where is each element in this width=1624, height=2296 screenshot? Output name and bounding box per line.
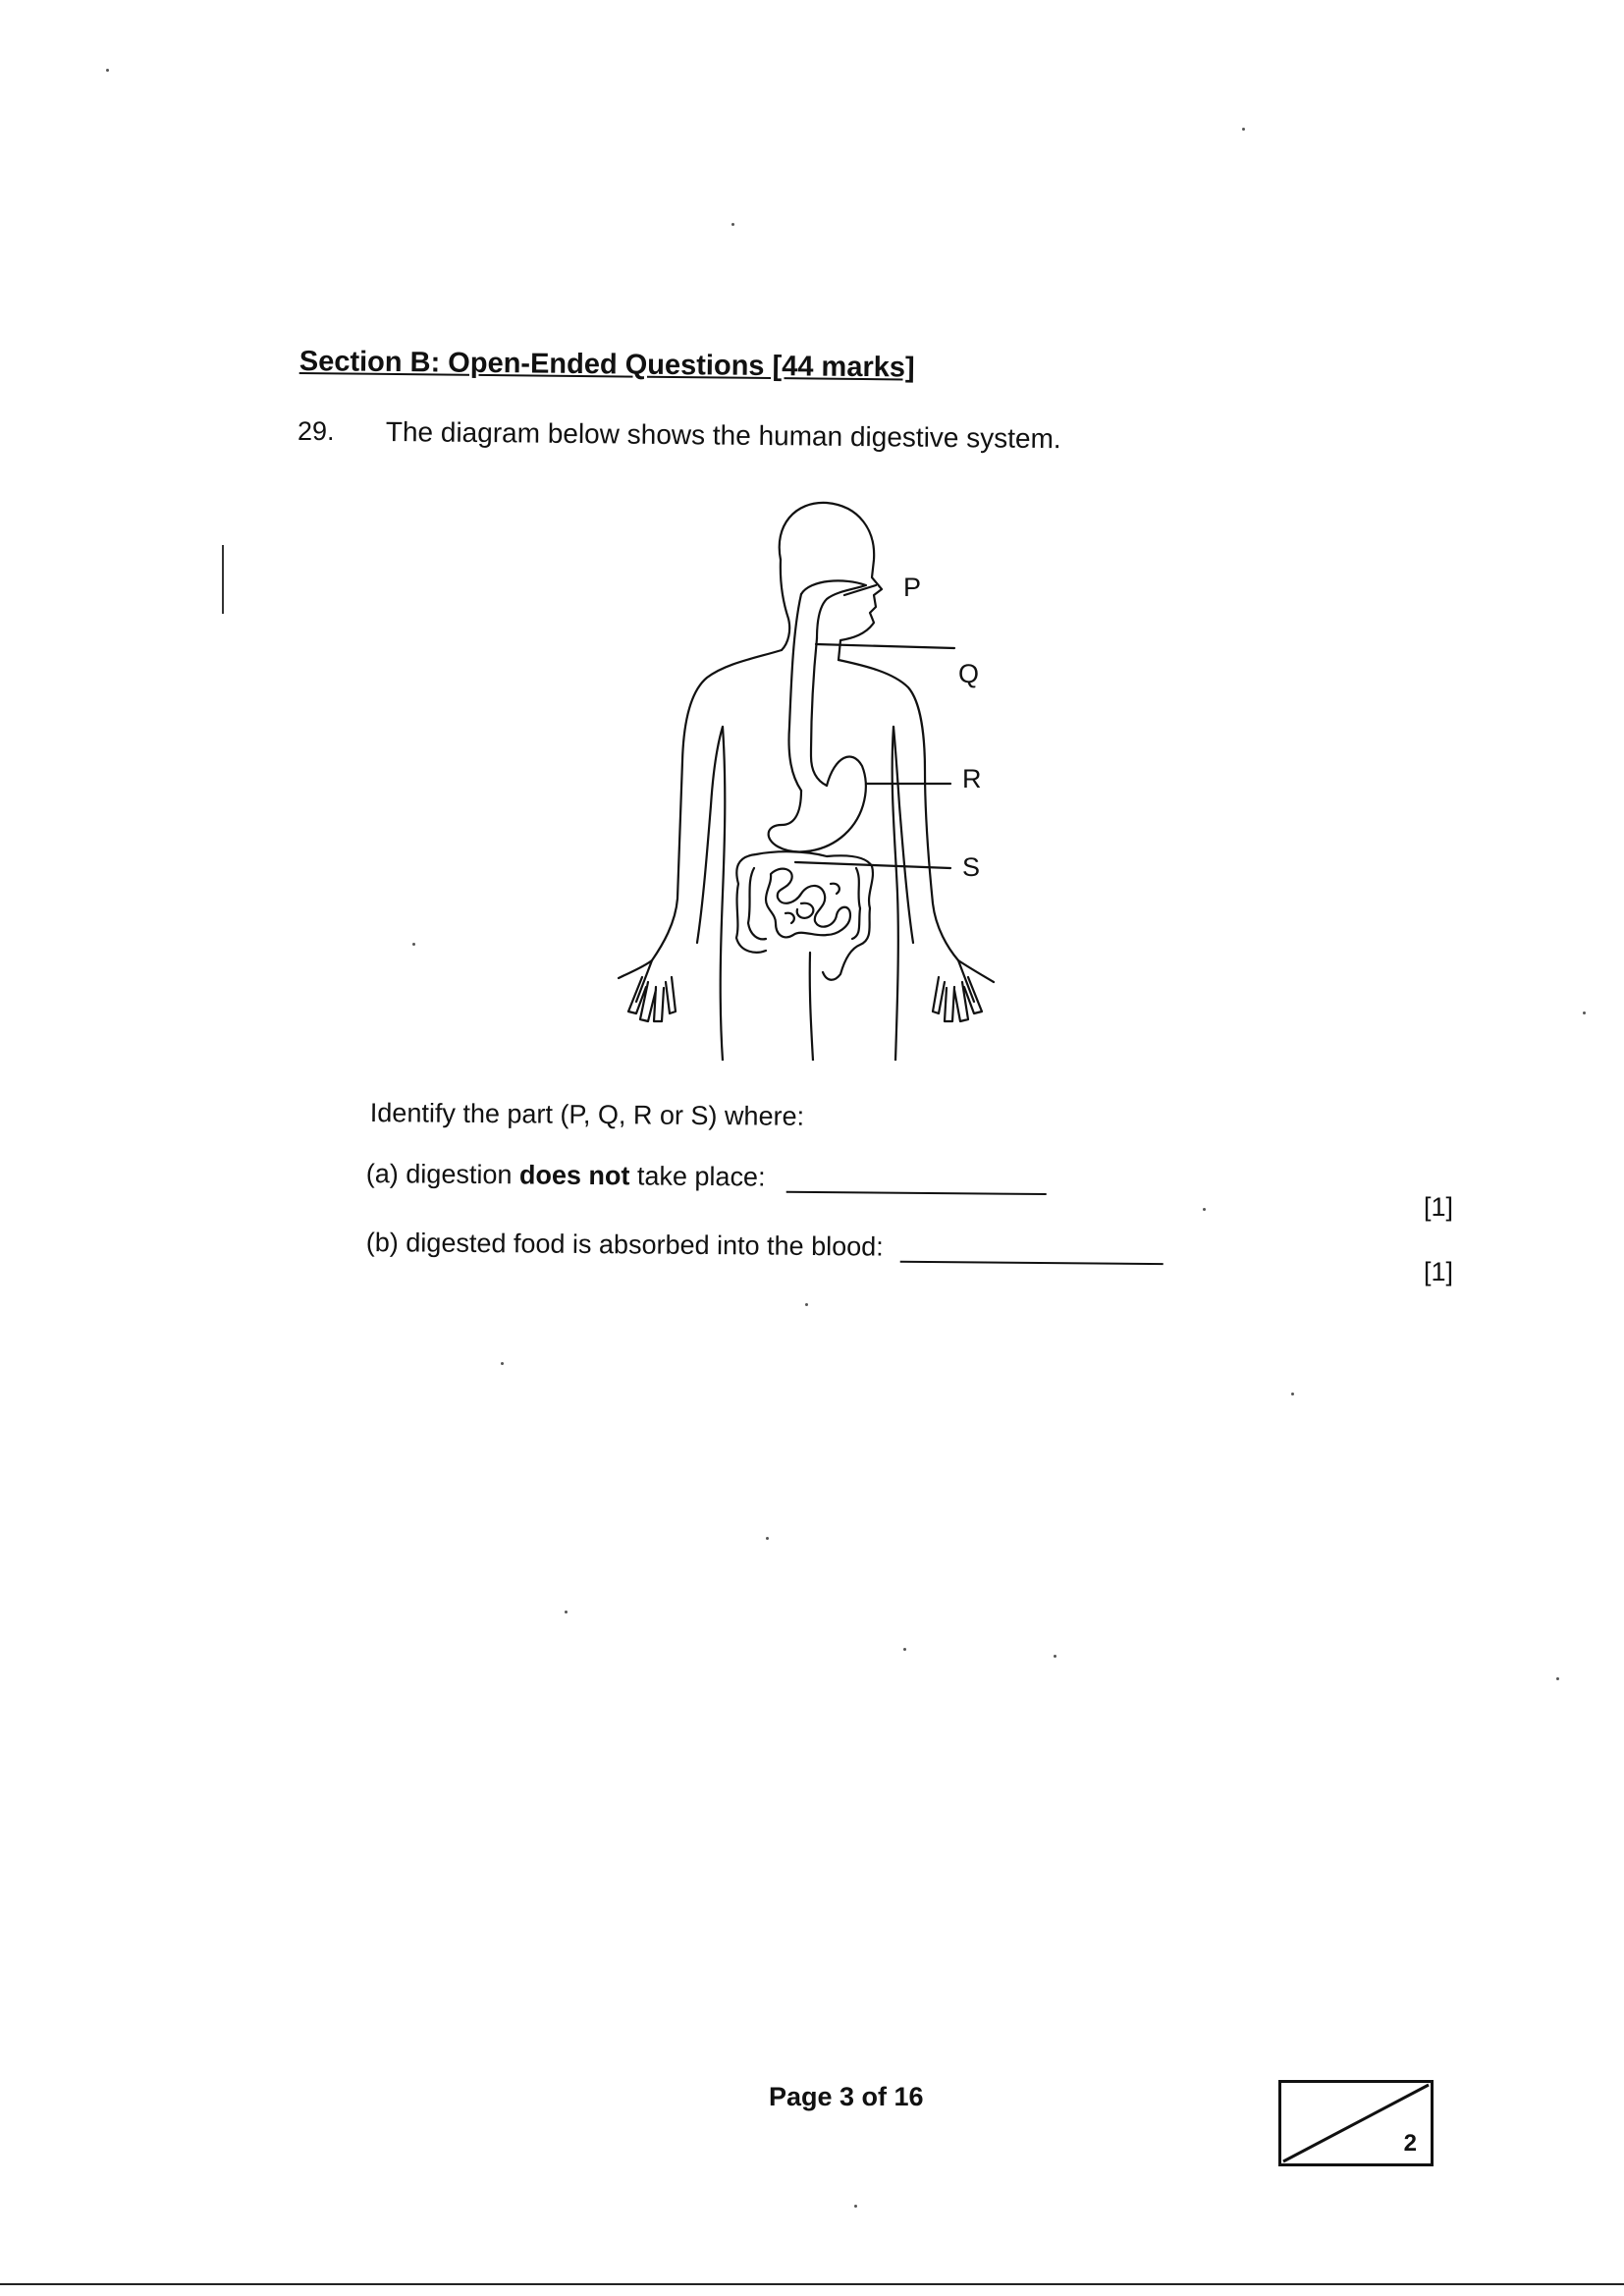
scan-speck [903, 1648, 906, 1651]
scan-speck [766, 1537, 769, 1540]
oesophagus-right [811, 638, 827, 786]
part-a-prefix: (a) digestion [365, 1159, 520, 1190]
scan-speck [854, 2205, 857, 2208]
score-total: 2 [1403, 2130, 1417, 2157]
right-hand [933, 960, 994, 1021]
label-s: S [962, 852, 981, 882]
question-prompt: Identify the part (P, Q, R or S) where: [369, 1098, 805, 1131]
part-b-text: (b) digested food is absorbed into the blood: [365, 1228, 884, 1262]
left-inner-arm [697, 727, 723, 943]
back-of-head [781, 560, 789, 650]
part-a-suffix: take place: [629, 1161, 766, 1192]
scan-speck [1556, 1677, 1559, 1680]
left-torso [721, 727, 726, 1061]
question-text: The diagram below shows the human digestive system. [385, 416, 1061, 455]
answer-blank-a[interactable] [786, 1191, 1047, 1195]
scan-speck [1583, 1011, 1586, 1014]
left-hand [619, 960, 676, 1021]
oesophagus-left [789, 594, 802, 791]
digestive-system-diagram [609, 491, 1021, 1061]
scan-speck [1054, 1655, 1056, 1658]
leader-q [816, 644, 954, 648]
label-r: R [962, 764, 982, 793]
small-intestine-coil-2 [785, 913, 794, 923]
small-intestine-coil [797, 903, 814, 918]
part-a-emphasis: does not [518, 1160, 630, 1191]
scan-speck [412, 943, 415, 946]
small-intestine-coil-3 [831, 884, 839, 894]
binder-mark [222, 545, 224, 614]
answer-blank-b[interactable] [900, 1261, 1164, 1265]
scan-speck [805, 1303, 808, 1306]
left-shoulder [652, 650, 782, 960]
right-inner-arm [893, 727, 913, 943]
scan-speck [1291, 1393, 1294, 1395]
scan-speck [731, 223, 734, 226]
leg-divide [810, 953, 813, 1061]
section-title: Section B: Open-Ended Questions [44 marks] [298, 346, 915, 384]
scan-speck [501, 1362, 504, 1365]
question-number: 29. [298, 416, 335, 446]
page-number: Page 3 of 16 [769, 2082, 924, 2111]
part-b [366, 1228, 1164, 1265]
scan-speck [1242, 128, 1245, 131]
scan-speck [106, 69, 109, 72]
part-a [366, 1159, 1047, 1195]
label-p: P [903, 573, 922, 602]
bottom-rule [0, 2283, 1624, 2285]
large-intestine [736, 851, 873, 980]
part-a-marks: [1] [1424, 1192, 1454, 1222]
scan-speck [1203, 1208, 1206, 1211]
mouth-cavity [801, 580, 866, 638]
part-b-marks: [1] [1424, 1257, 1454, 1286]
label-q: Q [958, 659, 980, 688]
score-box [1278, 2080, 1434, 2166]
stomach [769, 756, 866, 851]
scan-speck [565, 1611, 568, 1613]
